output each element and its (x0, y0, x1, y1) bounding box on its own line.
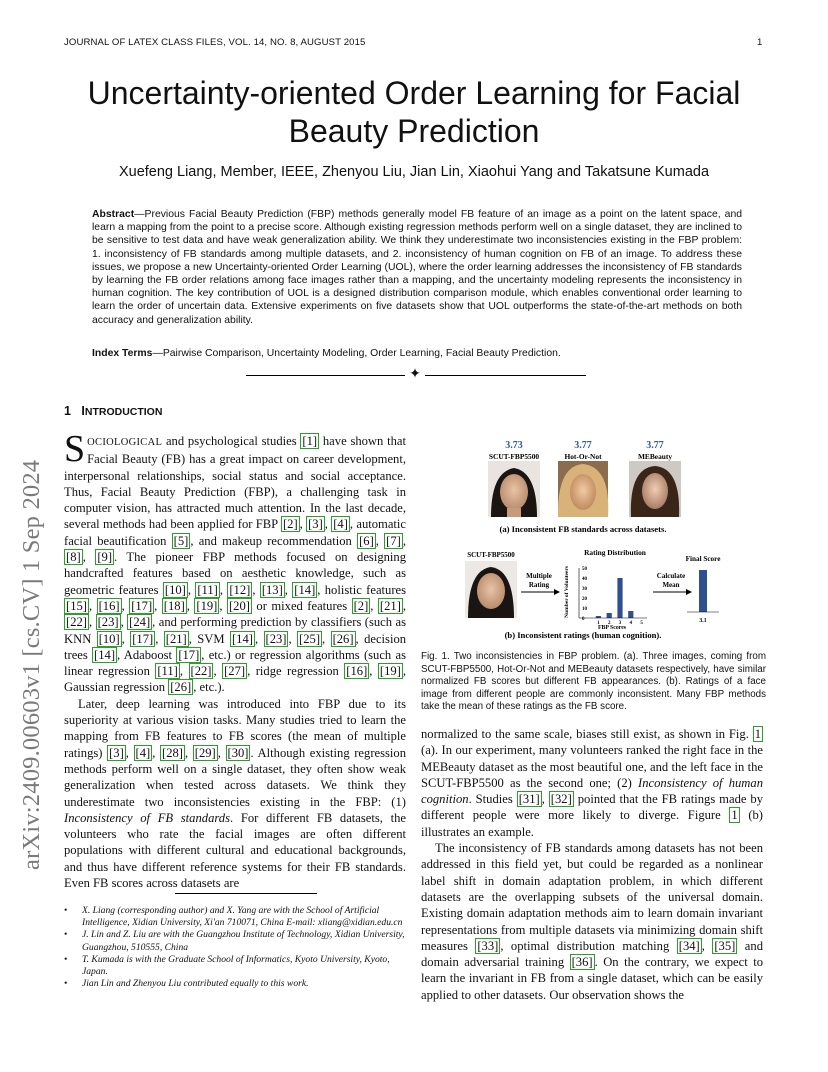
figure-link[interactable]: 1 (754, 727, 761, 741)
x-axis-label: FBP Scores (597, 625, 627, 631)
abstract-text: —Previous Facial Beauty Prediction (FBP) methods generally model FB feature of an image as a point on the latent space, and learn a mapping from the point to a precise score. Although existing regression methods perform well on a single dataset, they are inclined to be sensitive to test data and have weak generalization ability. We think they underestimate two inconsistencies existing in the FBP problem: 1. inconsistency of FB standards among multiple datasets, and 2. inconsistency of human cognition on FB of an image. To address these issues, we propose a new Uncertainty-oriented Order Learning (UOL), where the order learning addresses the inconsistency of FB standards by learning the FB order relations among face images rather than a mapping, and the uncertainty modeling represents the inconsistency in human cognition. The key contribution of UOL is a designed distribution comparison module, which enables conventional order learning to learn the order of uncertain data. Extensive experiments on five datasets show that UOL outperforms the state-of-the-art methods on both accuracy and generalization ability. (92, 209, 742, 326)
citation-link[interactable]: [5] (173, 533, 189, 548)
text: , (155, 631, 164, 646)
text: , SVM (188, 631, 230, 646)
text: , (184, 745, 193, 760)
citation-link[interactable]: [22] (66, 615, 87, 630)
index-terms (92, 348, 742, 359)
multiple-rating-label-1: Multiple (526, 572, 552, 580)
text: , Adaboost (117, 647, 177, 662)
text: , etc.) or regression algorithms (such as linear regression (64, 647, 406, 679)
text: have shown that Facial Beauty (FB) has a great impact on career development, interpersonal relationships, social status and social acceptance. Thus, Facial Beauty Prediction (FBP), a challenging task in computer vision, has attracted much attention. In the last decade, several methods had been applied for FBP (64, 434, 406, 532)
running-header: JOURNAL OF LATEX CLASS FILES, VOL. 14, NO. 8, AUGUST 2015 (64, 37, 366, 48)
section-number: 1 (64, 404, 71, 418)
left-column (64, 428, 407, 891)
bar-series (596, 578, 634, 618)
text: , and makeup recommendation (190, 533, 358, 548)
section-title-first: I (81, 404, 85, 418)
citation-link[interactable]: [2] (353, 598, 369, 613)
y-tick-label: 20 (582, 596, 587, 602)
text: , (254, 631, 264, 646)
citation-link[interactable]: [24] (129, 615, 151, 630)
final-score-title: Final Score (685, 555, 721, 563)
face-photo-1 (488, 461, 540, 517)
text: , etc.). (193, 680, 225, 695)
section-heading (64, 404, 162, 418)
citation-link[interactable]: [26] (170, 680, 192, 695)
y-tick-label: 0 (582, 616, 585, 622)
y-tick-label: 40 (582, 576, 587, 582)
citation-link[interactable]: [10] (164, 582, 186, 597)
citation-link[interactable]: [11] (157, 664, 178, 679)
figure-link[interactable]: 1 (731, 808, 738, 823)
index-terms-label: Index Terms (92, 348, 153, 359)
face-photo-2 (558, 461, 608, 517)
citation-link[interactable]: [11] (197, 582, 218, 597)
citation-link[interactable]: [14] (294, 582, 316, 597)
citation-link[interactable]: [25] (299, 631, 321, 646)
citation-link[interactable]: [32] (550, 792, 572, 807)
text: , (213, 664, 223, 679)
footnote-rule (175, 893, 317, 894)
author-list: Xuefeng Liang, Member, IEEE, Zhenyou Liu, Jian Lin, Xiaohui Yang and Takatsune Kumada (118, 164, 710, 180)
text: , (82, 550, 96, 565)
citation-link[interactable]: [29] (194, 745, 216, 760)
citation-link[interactable]: [15] (66, 598, 87, 613)
citation-link[interactable]: [23] (97, 615, 119, 630)
text: , (375, 533, 385, 548)
text: , (369, 664, 378, 679)
text: Later, deep learning was introduced into FBP due to its superiority at various vision tasks. Many studies tried to learn the mapping from FB features to FB scores (the mean of multiple ratings) (64, 696, 406, 760)
text: , (121, 631, 131, 646)
caption-b: (b) Inconsistent ratings (human cognition). (504, 630, 662, 640)
text: normalized to the same scale, biases still exist, as shown in Fig. (421, 727, 753, 741)
text: , (284, 582, 293, 597)
text: . Studies (468, 792, 517, 807)
arxiv-stamp: arXiv:2409.00603v1 [cs.CV] 1 Sep 2024 (18, 459, 45, 870)
x-tick-label: 4 (629, 621, 633, 626)
citation-link[interactable]: [20] (228, 598, 250, 613)
top-score-3: 3.77 (646, 440, 664, 451)
citation-link[interactable]: [4] (333, 517, 348, 532)
text: , holistic features (317, 582, 407, 597)
emphasis: Inconsistency of FB standards (64, 810, 230, 825)
y-tick-label: 50 (582, 566, 587, 572)
citation-link[interactable]: [6] (359, 533, 374, 548)
text: pointed that the FB ratings made by different people were more likely to diverge. Figure (421, 792, 763, 823)
footnote-item: • J. Lin and Z. Liu are with the Guangzhou Institute of Technology, Xidian University, Guangzhou, 510555, China (64, 929, 409, 953)
citation-link[interactable]: [14] (231, 631, 253, 646)
citation-link[interactable]: [27] (224, 664, 246, 679)
abstract-label: Abstract (92, 209, 135, 220)
citation-link[interactable]: [19] (196, 598, 218, 613)
face-photo-4 (465, 561, 517, 618)
calc-mean-label-2: Mean (662, 581, 680, 589)
top-score-2: 3.77 (574, 440, 592, 451)
footnote-item: • X. Liang (corresponding author) and X. Yang are with the School of Artificial Intelligence, Xidian University, Xi'an 710071, China E-mail: xliang@xidian.edu.cn (64, 905, 409, 929)
smallcaps-word: OCIOLOGICAL (87, 437, 163, 448)
figure-caption: Fig. 1. Two inconsistencies in FBP problem. (a). Three images, coming from SCUT-FBP5500, Hot-Or-Not and MEBeauty datasets respectively, have similar normalized FB scores but different FB appearances. (b). Ratings of a face image from different people are commonly inconsistent. Many FBP methods take the mean of these ratings as the FB score. (421, 651, 766, 713)
text: , (121, 598, 130, 613)
citation-link[interactable]: [14] (94, 647, 116, 662)
top-dataset-3: MEBeauty (637, 452, 673, 461)
intro-paragraph-1 (64, 428, 407, 696)
text: , and performing prediction by classifiers (such as KNN (64, 615, 406, 646)
citation-link[interactable]: [2] (282, 517, 298, 532)
text: , (324, 517, 332, 532)
citation-link[interactable]: [16] (346, 664, 368, 679)
citation-link[interactable]: [21] (379, 598, 401, 613)
y-axis-label: Number of Volunteers (564, 566, 570, 618)
text: , (219, 598, 227, 613)
page-number: 1 (757, 37, 763, 48)
text: , Gaussian regression (64, 664, 407, 695)
text: , (402, 533, 407, 548)
citation-link[interactable]: [36] (571, 955, 593, 970)
citation-link[interactable]: [3] (308, 517, 323, 532)
citation-link[interactable]: [1] (302, 434, 318, 448)
rating-bar (628, 611, 633, 618)
text: , (154, 598, 162, 613)
rating-dist-title: Rating Distribution (584, 548, 646, 557)
intro-paragraph-2 (64, 696, 406, 892)
citation-link[interactable]: [19] (379, 664, 401, 679)
citation-link[interactable]: [17] (131, 598, 153, 613)
citation-link[interactable]: [35] (714, 938, 736, 953)
citation-link[interactable]: [9] (97, 550, 113, 565)
text: The inconsistency of FB standards among datasets has not been addressed in this field yet, but could be regarded as a nonlinear label shift in domain adaptation problem, in which different datasets are the overlapping subsets of the universal domain. Existing domain adaptation methods aim to learn domain invariant representations from multiple datasets via minimizing domain shift measures (421, 841, 763, 953)
y-tick-label: 30 (582, 586, 587, 592)
text: , (120, 615, 128, 630)
top-dataset-2: Hot-Or-Not (564, 452, 602, 461)
multiple-rating-label-2: Rating (528, 581, 550, 589)
footnote-item: • T. Kumada is with the Graduate School of Informatics, Kyoto University, Kyoto, Japan. (64, 954, 409, 978)
text: , (219, 582, 228, 597)
x-tick-label: 5 (640, 621, 643, 626)
text: (b) illustrates an example. (421, 808, 763, 839)
caption-a: (a) Inconsistent FB standards across datasets. (499, 524, 667, 534)
citation-link[interactable]: [8] (66, 550, 81, 565)
citation-link[interactable]: [33] (477, 938, 499, 953)
text: . The pioneer FBP methods focused on designing handcrafted features based on aesthetic knowledge, such as geometric features (64, 550, 407, 597)
text: , (252, 582, 260, 597)
bottom-dataset-label: SCUT-FBP5500 (467, 551, 515, 559)
citation-link[interactable]: [17] (178, 647, 200, 662)
index-terms-text: —Pairwise Comparison, Uncertainty Modeling, Order Learning, Facial Beauty Prediction. (152, 348, 561, 359)
footnote-item: • Jian Lin and Zhenyou Liu contributed equally to this work. (64, 978, 409, 990)
section-title-rest: NTRODUCTION (84, 406, 163, 418)
citation-link[interactable]: [3] (109, 745, 124, 760)
text: , ridge regression (247, 664, 345, 679)
text: , (125, 745, 134, 760)
text: , decision trees (64, 631, 407, 662)
arrow-2-head (686, 589, 692, 595)
emphasis: Inconsistency of human cognition (421, 775, 763, 807)
citation-link[interactable]: [17] (132, 631, 154, 646)
text: , (187, 582, 196, 597)
text: , (541, 792, 549, 807)
final-score-bar (699, 570, 707, 612)
text: , (288, 631, 298, 646)
text: , optimal distribution matching (500, 938, 677, 953)
citation-link[interactable]: [34] (678, 938, 700, 953)
text: or mixed features (251, 598, 352, 613)
citation-link[interactable]: [31] (518, 792, 540, 807)
drop-cap: S (64, 428, 86, 470)
citation-link[interactable]: [4] (135, 745, 151, 760)
abstract (92, 208, 742, 327)
text: . Although existing regression methods perform well on a single dataset, they often show weak generalization when tested across datasets. We think they underestimate two inconsistencies existing in the FBP: (1) (64, 745, 406, 809)
x-tick-label: 2 (607, 621, 611, 626)
arrow-1-head (554, 589, 560, 595)
y-axis-ticks (582, 567, 588, 622)
right-paragraph-1 (421, 726, 763, 840)
paper-title: Uncertainty-oriented Order Learning for Facial Beauty Prediction (87, 75, 741, 149)
rating-bar (607, 613, 612, 618)
citation-link[interactable]: [13] (261, 582, 283, 597)
final-score-value: 3.1 (699, 618, 707, 624)
text: (a). In our experiment, many volunteers ranked the right face in the MEBeauty dataset as the most beautiful one, and the left face in the SCUT-FBP5500 as the second one; (2) (421, 743, 763, 790)
calc-mean-label-1: Calculate (656, 572, 686, 580)
figure-1 (421, 430, 766, 645)
text: , (88, 598, 97, 613)
citation-link[interactable]: [23] (265, 631, 287, 646)
footnotes (64, 905, 409, 990)
text: , (179, 664, 189, 679)
citation-link[interactable]: [10] (98, 631, 120, 646)
x-tick-label: 3 (618, 621, 622, 626)
text: , (186, 598, 195, 613)
text: . On the contrary, we expect to learn the invariant in FB from a single dataset, which can be easily applied to other datasets. Our observation shows the (421, 955, 763, 1002)
text: , (299, 517, 307, 532)
right-paragraph-2 (421, 840, 763, 1003)
citation-link[interactable]: [18] (163, 598, 185, 613)
top-dataset-1: SCUT-FBP5500 (488, 452, 540, 461)
text: , (402, 598, 407, 613)
citation-link[interactable]: [12] (229, 582, 251, 597)
text: , (88, 615, 96, 630)
citation-link[interactable]: [22] (190, 664, 212, 679)
text: , (217, 745, 226, 760)
right-column (421, 726, 763, 1003)
citation-link[interactable]: [30] (227, 745, 249, 760)
text: and domain adversarial training (421, 938, 763, 970)
citation-link[interactable]: [26] (332, 631, 354, 646)
citation-link[interactable]: [7] (386, 533, 401, 548)
citation-link[interactable]: [16] (98, 598, 120, 613)
rating-bar (617, 578, 622, 618)
text: , (370, 598, 378, 613)
y-tick-label: 10 (582, 606, 587, 612)
text: , (701, 938, 713, 953)
divider-star-icon: ✦ (405, 367, 425, 383)
citation-link[interactable]: [21] (165, 631, 187, 646)
text: and psychological studies (162, 434, 301, 448)
citation-link[interactable]: [28] (162, 745, 183, 760)
text: , (322, 631, 331, 646)
text: , automatic facial beautification (64, 517, 407, 548)
face-photo-3 (629, 461, 681, 517)
text: . For different FB datasets, the volunteers who rate the facial images are often different populations with different cultural and educational backgrounds, and thus have different reference systems for their FB standards. Even FB scores across datasets are (64, 810, 406, 891)
text: , (152, 745, 160, 760)
top-score-1: 3.73 (505, 440, 523, 451)
x-tick-label: 1 (597, 621, 600, 626)
